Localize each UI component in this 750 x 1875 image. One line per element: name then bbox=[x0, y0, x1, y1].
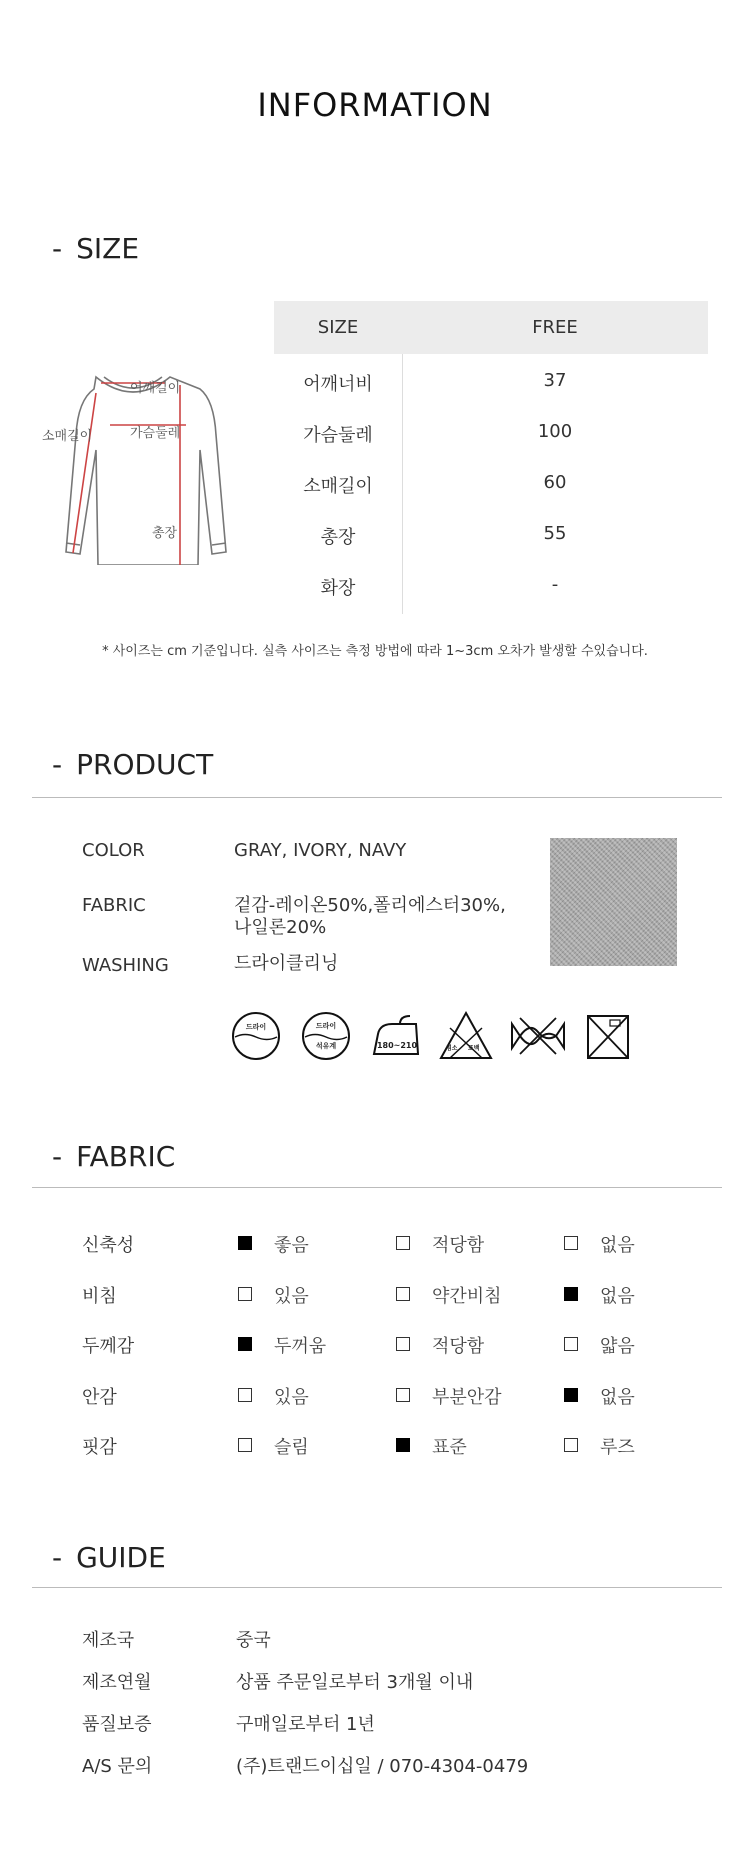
checkbox-unchecked bbox=[238, 1388, 252, 1402]
size-table-header bbox=[274, 301, 708, 354]
diagram-label-shoulder: 어깨길이 bbox=[130, 381, 181, 396]
checkbox-checked bbox=[564, 1287, 578, 1301]
fabric-option-label: 적당함 bbox=[432, 1235, 485, 1256]
diagram-label-length: 총장 bbox=[152, 526, 178, 541]
washing-label: WASHING bbox=[82, 955, 169, 976]
guide-section-title: - GUIDE bbox=[52, 1541, 166, 1574]
washing-value: 드라이클리닝 bbox=[234, 953, 339, 974]
fabric-value-line1: 겉감-레이온50%,폴리에스터30%, bbox=[234, 895, 506, 916]
fabric-divider bbox=[32, 1187, 722, 1188]
fabric-option-label: 표준 bbox=[432, 1437, 467, 1458]
size-row-value: 60 bbox=[543, 472, 567, 493]
table-row bbox=[274, 507, 708, 558]
table-row bbox=[274, 405, 708, 456]
fabric-row-label: 안감 bbox=[82, 1387, 117, 1408]
fabric-row-label: 핏감 bbox=[82, 1437, 117, 1458]
fabric-section-title: - FABRIC bbox=[52, 1140, 176, 1173]
fabric-option-label: 약간비침 bbox=[432, 1286, 502, 1307]
fabric-option-label: 없음 bbox=[600, 1286, 635, 1307]
fabric-option-label: 없음 bbox=[600, 1387, 635, 1408]
fabric-row-label: 두께감 bbox=[82, 1336, 135, 1357]
product-divider bbox=[32, 797, 722, 798]
guide-value-as-inquiry: (주)트랜드이십일 / 070-4304-0479 bbox=[236, 1756, 529, 1777]
size-row-label: 화장 bbox=[320, 578, 356, 599]
guide-label-manufacture-date: 제조연월 bbox=[82, 1672, 152, 1693]
fabric-option-label: 있음 bbox=[274, 1387, 309, 1408]
bleach-label-left: 염소 bbox=[446, 1045, 458, 1052]
bleach-label-right: 표백 bbox=[468, 1045, 480, 1052]
checkbox-checked bbox=[396, 1438, 410, 1452]
fabric-option-label: 얇음 bbox=[600, 1336, 635, 1357]
size-row-value: - bbox=[551, 574, 559, 595]
checkbox-checked bbox=[238, 1337, 252, 1351]
table-row bbox=[274, 558, 708, 609]
fabric-option-label: 있음 bbox=[274, 1286, 309, 1307]
fabric-option-label: 적당함 bbox=[432, 1336, 485, 1357]
size-row-value: 100 bbox=[537, 421, 573, 442]
size-row-value: 37 bbox=[543, 370, 567, 391]
iron-icon bbox=[370, 1010, 424, 1062]
dry-clean-label: 드라이 bbox=[245, 1023, 267, 1031]
checkbox-checked bbox=[564, 1388, 578, 1402]
guide-label-as-inquiry: A/S 문의 bbox=[82, 1756, 153, 1777]
size-table bbox=[274, 301, 708, 609]
diagram-label-chest: 가슴둘레 bbox=[130, 426, 181, 441]
page-title: INFORMATION bbox=[257, 86, 493, 124]
dry-clean-petroleum-icon bbox=[300, 1010, 352, 1062]
iron-temp-label: 180~210 bbox=[376, 1041, 418, 1050]
fabric-row-label: 신축성 bbox=[82, 1235, 135, 1256]
guide-label-warranty: 품질보증 bbox=[82, 1714, 152, 1735]
no-bleach-icon bbox=[438, 1010, 494, 1062]
checkbox-unchecked bbox=[396, 1337, 410, 1351]
fabric-option-label: 좋음 bbox=[274, 1235, 309, 1256]
guide-divider bbox=[32, 1587, 722, 1588]
table-row bbox=[274, 354, 708, 405]
fabric-value bbox=[234, 895, 534, 939]
size-row-label: 가슴둘레 bbox=[303, 425, 373, 446]
fabric-option-label: 슬림 bbox=[274, 1437, 309, 1458]
size-header-free: FREE bbox=[532, 317, 578, 338]
size-header-label: SIZE bbox=[317, 317, 359, 338]
fabric-option-label: 두꺼움 bbox=[274, 1336, 327, 1357]
fabric-value-line2: 나일론20% bbox=[234, 917, 327, 938]
size-row-value: 55 bbox=[543, 523, 567, 544]
dry-clean-petroleum-label-bottom: 석유계 bbox=[315, 1042, 337, 1050]
checkbox-unchecked bbox=[396, 1287, 410, 1301]
guide-value-manufacture-date: 상품 주문일로부터 3개월 이내 bbox=[236, 1672, 474, 1693]
dry-clean-petroleum-label-top: 드라이 bbox=[315, 1022, 337, 1030]
fabric-option-label: 루즈 bbox=[600, 1437, 635, 1458]
color-value: GRAY, IVORY, NAVY bbox=[234, 840, 407, 861]
checkbox-unchecked bbox=[396, 1388, 410, 1402]
fabric-option-label: 부분안감 bbox=[432, 1387, 502, 1408]
fabric-option-label: 없음 bbox=[600, 1235, 635, 1256]
fabric-label: FABRIC bbox=[82, 895, 146, 916]
color-label: COLOR bbox=[82, 840, 145, 861]
fabric-swatch-image bbox=[550, 838, 677, 966]
size-row-label: 총장 bbox=[320, 527, 356, 548]
checkbox-unchecked bbox=[238, 1438, 252, 1452]
checkbox-unchecked bbox=[564, 1438, 578, 1452]
size-note: * 사이즈는 cm 기준입니다. 실측 사이즈는 측정 방법에 따라 1~3cm 오차가 발생할 수있습니다. bbox=[102, 644, 648, 659]
checkbox-unchecked bbox=[238, 1287, 252, 1301]
fabric-row-label: 비침 bbox=[82, 1286, 117, 1307]
guide-value-warranty: 구매일로부터 1년 bbox=[236, 1714, 375, 1735]
product-section-title: - PRODUCT bbox=[52, 748, 214, 781]
diagram-label-sleeve: 소매길이 bbox=[42, 429, 93, 444]
guide-label-country: 제조국 bbox=[82, 1630, 135, 1651]
size-section-title: - SIZE bbox=[52, 232, 140, 265]
checkbox-unchecked bbox=[564, 1236, 578, 1250]
checkbox-unchecked bbox=[564, 1337, 578, 1351]
checkbox-unchecked bbox=[396, 1236, 410, 1250]
table-row bbox=[274, 456, 708, 507]
guide-value-country: 중국 bbox=[236, 1630, 271, 1651]
no-tumble-dry-icon bbox=[584, 1010, 636, 1062]
checkbox-checked bbox=[238, 1236, 252, 1250]
size-row-label: 어깨너비 bbox=[303, 374, 373, 395]
size-row-label: 소매길이 bbox=[303, 476, 373, 497]
dry-clean-icon bbox=[230, 1010, 282, 1062]
no-wring-icon bbox=[508, 1010, 568, 1062]
